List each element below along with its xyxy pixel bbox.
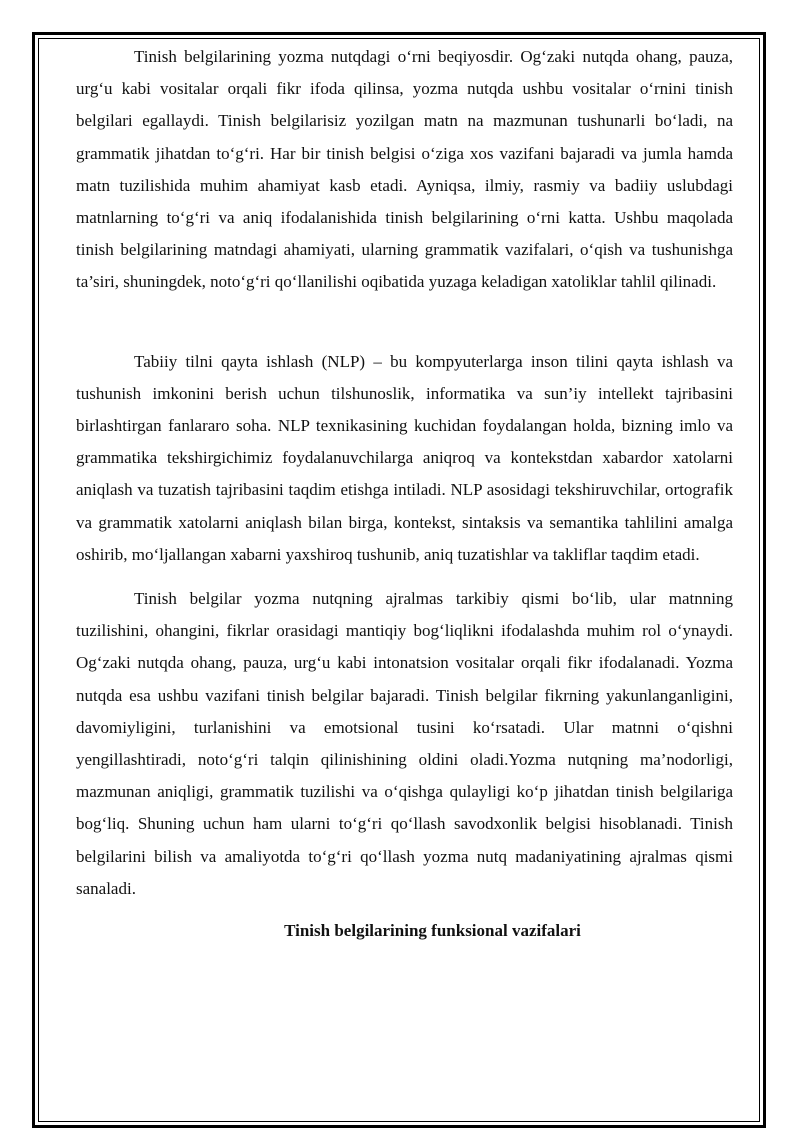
paragraph-punctuation-role: Tinish belgilar yozma nutqning ajralmas tarkibiy qismi bo‘lib, ular matnning tuzilishini, ohangini, fikrlar orasidagi mantiqiy bog‘liqlikni ifodalashda muhim rol o‘ynaydi. Og‘zaki nutqda ohang, pauza, urg‘u kabi intonatsion vositalar orqali fikr ifodalanadi. Yozma nutqda esa ushbu vazifani tinish belgilar bajaradi. Tinish belgilar fikrning yakunlanganligini, davomiyligini, turlanishini va emotsional tusini ko‘rsatadi. Ular matnni o‘qishni yengillashtiradi, noto‘g‘ri talqin qilinishining oldini oladi.Yozma nutqning ma’nodorligi, mazmunan aniqligi, grammatik tuzilishi va o‘qishga qulayligi ko‘p jihatdan tinish belgilariga bog‘liq. Shuning uchun ham ularni to‘g‘ri qo‘llash savodxonlik belgisi hisoblanadi. Tinish belgilarini bilish va amaliyotda to‘g‘ri qo‘llash yozma nutq madaniyatining ajralmas qismi sanaladi.	[76, 589, 733, 898]
section-heading: Tinish belgilarining funksional vazifalari	[284, 921, 581, 941]
paragraph-nlp: Tabiiy tilni qayta ishlash (NLP) – bu kompyuterlarga inson tilini qayta ishlash va tushunish imkonini berish uchun tilshunoslik, informatika va sun’iy intellekt tajribasini birlashtirgan fanlararo soha. NLP texnikasining kuchidan foydalangan holda, bizning imlo va grammatika tekshirgichimiz foydalanuvchilarga aniqroq va kontekstdan xabardor xatolarni aniqlash va tuzatish tajribasini taqdim etishga intiladi. NLP asosidagi tekshiruvchilar, ortografik va grammatik xatolarni aniqlash bilan birga, kontekst, sintaksis va semantika tahlilini amalga oshirib, mo‘ljallangan xabarni yaxshiroq tushunib, aniq tuzatishlar va takliflar taqdim etadi.	[76, 351, 733, 564]
paragraph-intro: Tinish belgilarining yozma nutqdagi o‘rni beqiyosdir. Og‘zaki nutqda ohang, pauza, urg‘u kabi vositalar orqali fikr ifoda qilinsa, yozma nutqda ushbu vositalar o‘rnini tinish belgilari egallaydi. Tinish belgilarisiz yozilgan matn na mazmunan tushunarli bo‘ladi, na grammatik jihatdan to‘g‘ri. Har bir tinish belgisi o‘ziga xos vazifani bajaradi va jumla hamda matn tuzilishida muhim ahamiyat kasb etadi. Ayniqsa, ilmiy, rasmiy va badiiy uslubdagi matnlarning to‘g‘ri va aniq ifodalanishida tinish belgilarining o‘rni katta. Ushbu maqolada tinish belgilarining matndagi ahamiyati, ularning grammatik vazifalari, o‘qish va tushunishga ta’siri, shuningdek, noto‘g‘ri qo‘llanilishi oqibatida yuzaga keladigan xatoliklar tahlil qilinadi.	[76, 47, 733, 292]
document-body	[76, 41, 733, 947]
